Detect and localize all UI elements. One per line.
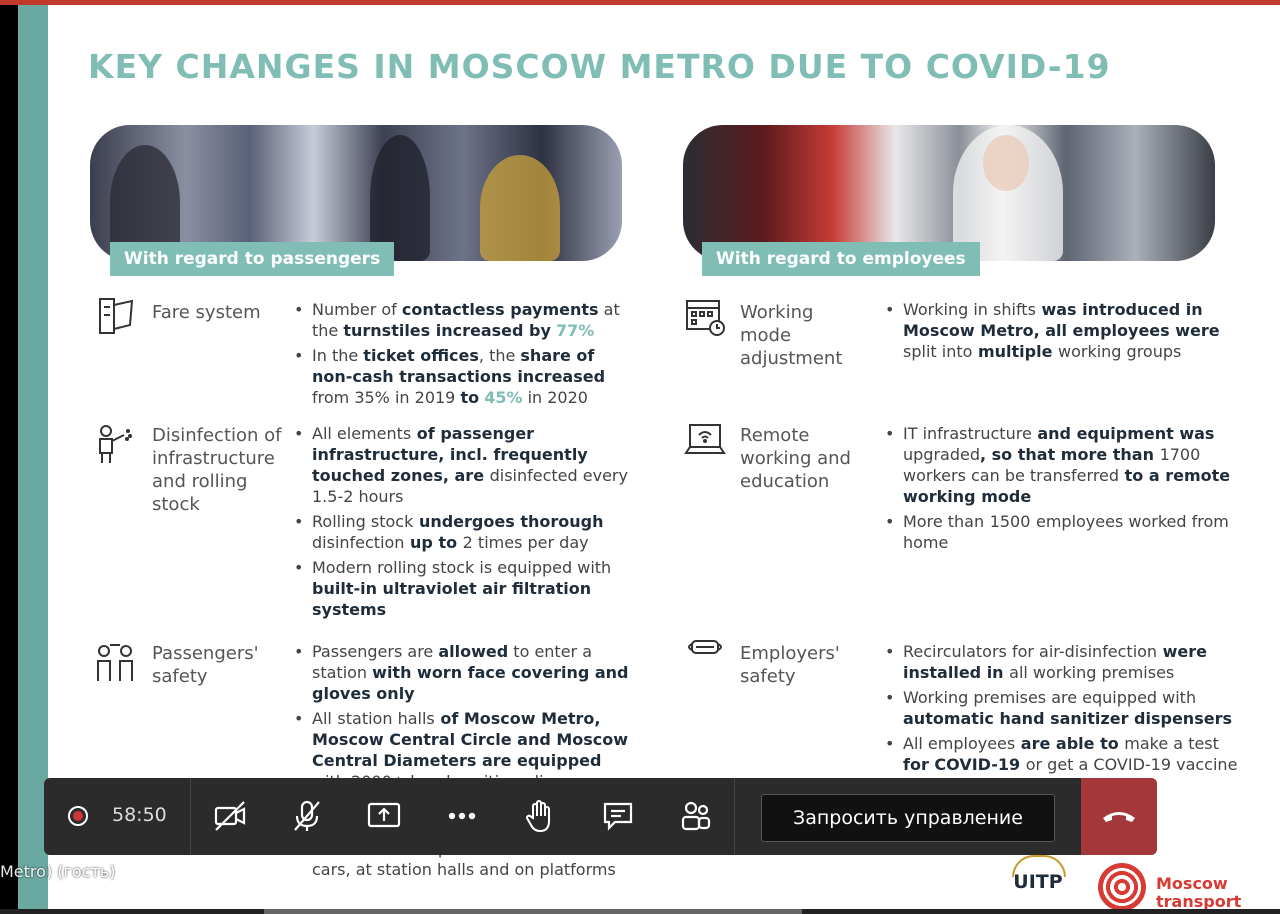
passengers-icon xyxy=(94,641,136,683)
uitp-logo: UITP xyxy=(1013,871,1063,893)
bullet-text: multiple xyxy=(972,342,1058,361)
item-title-passengers-safety: Passengers' safety xyxy=(152,643,259,687)
bullet-text: with worn face covering and gloves only xyxy=(312,663,629,703)
bullet-text: Number of xyxy=(312,300,402,319)
bullet-text: Passengers are xyxy=(312,642,439,661)
raise-hand-icon[interactable] xyxy=(520,796,560,836)
participants-icon[interactable] xyxy=(675,796,715,836)
employees-photo xyxy=(683,125,1215,261)
bullet-text: built-in ultraviolet air filtration systems xyxy=(312,579,592,619)
mic-off-icon[interactable] xyxy=(287,796,327,836)
bullet-text: allowed xyxy=(438,642,509,661)
bullet-text: disinfection xyxy=(312,533,405,552)
moscow-transport-logo-icon xyxy=(1098,863,1146,909)
bullet-text: undergoes thorough xyxy=(413,512,604,531)
bullet-text: 1500 xyxy=(989,512,1031,531)
item-title-remote-working: Remote working and education xyxy=(740,425,851,492)
bullet-text: , the xyxy=(478,346,521,365)
bullet-text: 1.5-2 hours xyxy=(312,487,404,506)
bullet-text: cars, at station halls and on platforms xyxy=(312,860,616,879)
bullet-text: contactless payments xyxy=(401,300,599,319)
presentation-slide xyxy=(18,5,1280,909)
share-screen-icon[interactable] xyxy=(364,796,404,836)
meeting-timer: 58:50 xyxy=(112,804,167,826)
passengers-photo xyxy=(90,125,622,261)
bullet-text: up to xyxy=(404,533,463,552)
bullet-text: upgraded xyxy=(903,445,980,464)
bullet-text: 45% xyxy=(484,388,523,407)
moscow-transport-logo-text: Moscow transport xyxy=(1156,874,1242,909)
window-bottom-bar xyxy=(0,909,1280,914)
passengers-section-label: With regard to passengers xyxy=(110,242,394,276)
bullet-text: Rolling stock xyxy=(312,512,414,531)
bullet-text: split into xyxy=(903,342,973,361)
bullet-text: for COVID-19 xyxy=(903,755,1026,774)
bullet-text: or get a COVID-19 vaccine xyxy=(1025,755,1238,774)
bullet-text: 2 times per day xyxy=(462,533,589,552)
bullet-text: make a test xyxy=(1124,734,1219,753)
bullet-item xyxy=(885,423,1240,507)
slide-title: KEY CHANGES IN MOSCOW METRO DUE TO COVID-19 xyxy=(88,47,1111,86)
employees-section-label: With regard to employees xyxy=(702,242,980,276)
toolbar-divider xyxy=(734,778,735,855)
meeting-controls-bar xyxy=(44,778,1157,855)
bullet-text: to enter a station xyxy=(312,642,593,682)
bullet-text: share of non-cash transactions increased xyxy=(312,346,606,386)
bullet-item xyxy=(294,557,629,620)
item-title-employers-safety: Employers' safety xyxy=(740,643,840,687)
more-icon[interactable] xyxy=(442,796,482,836)
bullet-text: More than xyxy=(903,512,985,531)
disinfection-icon xyxy=(92,423,134,465)
bullet-text: Recirculators for air-disinfection xyxy=(903,642,1158,661)
bullet-text: to xyxy=(460,388,480,407)
bullet-item xyxy=(294,345,629,408)
face-mask-icon xyxy=(684,631,726,673)
bullet-text: working groups xyxy=(1058,342,1182,361)
fare-system-bullets xyxy=(294,299,629,412)
bullet-text: station halls xyxy=(337,709,435,728)
bullet-text: 77% xyxy=(556,321,595,340)
bullet-text: In the xyxy=(312,346,364,365)
bullet-text: of passenger infrastructure, incl. frequently touched zones, are xyxy=(312,424,588,485)
bullet-text: All xyxy=(312,709,332,728)
bullet-item xyxy=(294,511,629,553)
bullet-text: All employees xyxy=(903,734,1016,753)
hang-up-button[interactable] xyxy=(1081,778,1157,855)
bullet-item xyxy=(885,641,1240,683)
bullet-item xyxy=(294,299,629,341)
bullet-text: are able to xyxy=(1015,734,1125,753)
toolbar-divider xyxy=(190,778,191,855)
bullet-text: employees worked from home xyxy=(903,512,1229,552)
chat-icon[interactable] xyxy=(598,796,638,836)
recording-indicator-icon xyxy=(68,806,88,826)
bullet-text: IT infrastructure xyxy=(903,424,1032,443)
bullet-text: ticket offices xyxy=(363,346,479,365)
bullet-text: 1700 workers can be transferred xyxy=(903,445,1201,485)
bullet-text: automatic hand sanitizer dispensers xyxy=(903,709,1232,728)
bullet-text: all working premises xyxy=(1009,663,1175,682)
bullet-item xyxy=(885,687,1240,729)
laptop-icon xyxy=(684,419,726,461)
bullet-text: Working in shifts xyxy=(903,300,1036,319)
participant-name-label: Metro) (гость) xyxy=(0,862,116,881)
bullet-item xyxy=(885,511,1240,553)
bullet-text: to a remote working mode xyxy=(903,466,1231,506)
item-title-working-mode: Working mode adjustment xyxy=(740,302,843,369)
remote-working-bullets xyxy=(885,423,1240,557)
item-title-fare-system: Fare system xyxy=(152,302,261,323)
bullet-text: at the xyxy=(312,300,620,340)
bullet-text: and equipment was xyxy=(1031,424,1215,443)
bullet-item xyxy=(294,641,629,704)
camera-off-icon[interactable] xyxy=(210,796,250,836)
turnstile-icon xyxy=(96,295,138,337)
slide-accent-strip xyxy=(18,5,48,909)
bullet-text: Working premises are equipped with xyxy=(903,688,1197,707)
calendar-clock-icon xyxy=(684,295,726,337)
bullet-text: of Moscow Metro, Moscow Central Circle and Moscow Central Diameters are equipped xyxy=(312,709,629,770)
working-mode-bullets xyxy=(885,299,1240,366)
bullet-item xyxy=(885,299,1240,362)
bullet-text: , so that more than xyxy=(980,445,1160,464)
bullet-text: turnstiles increased by xyxy=(343,321,551,340)
phone-hangup-icon xyxy=(1099,796,1139,836)
bullet-text: from 35% in 2019 xyxy=(312,388,461,407)
bullet-text: was introduced in Moscow Metro, all employees were xyxy=(903,300,1220,340)
request-control-button[interactable]: Запросить управление xyxy=(761,794,1055,842)
bullet-text: All elements xyxy=(312,424,412,443)
bullet-text: were installed in xyxy=(903,642,1208,682)
bullet-text: in 2020 xyxy=(522,388,588,407)
bullet-text: disinfected every xyxy=(489,466,628,485)
item-title-disinfection: Disinfection of infrastructure and rolling stock xyxy=(152,425,282,515)
bullet-text: Modern rolling stock is equipped with xyxy=(312,558,612,577)
employers-safety-bullets xyxy=(885,641,1240,800)
disinfection-bullets xyxy=(294,423,629,624)
bullet-item xyxy=(294,423,629,507)
